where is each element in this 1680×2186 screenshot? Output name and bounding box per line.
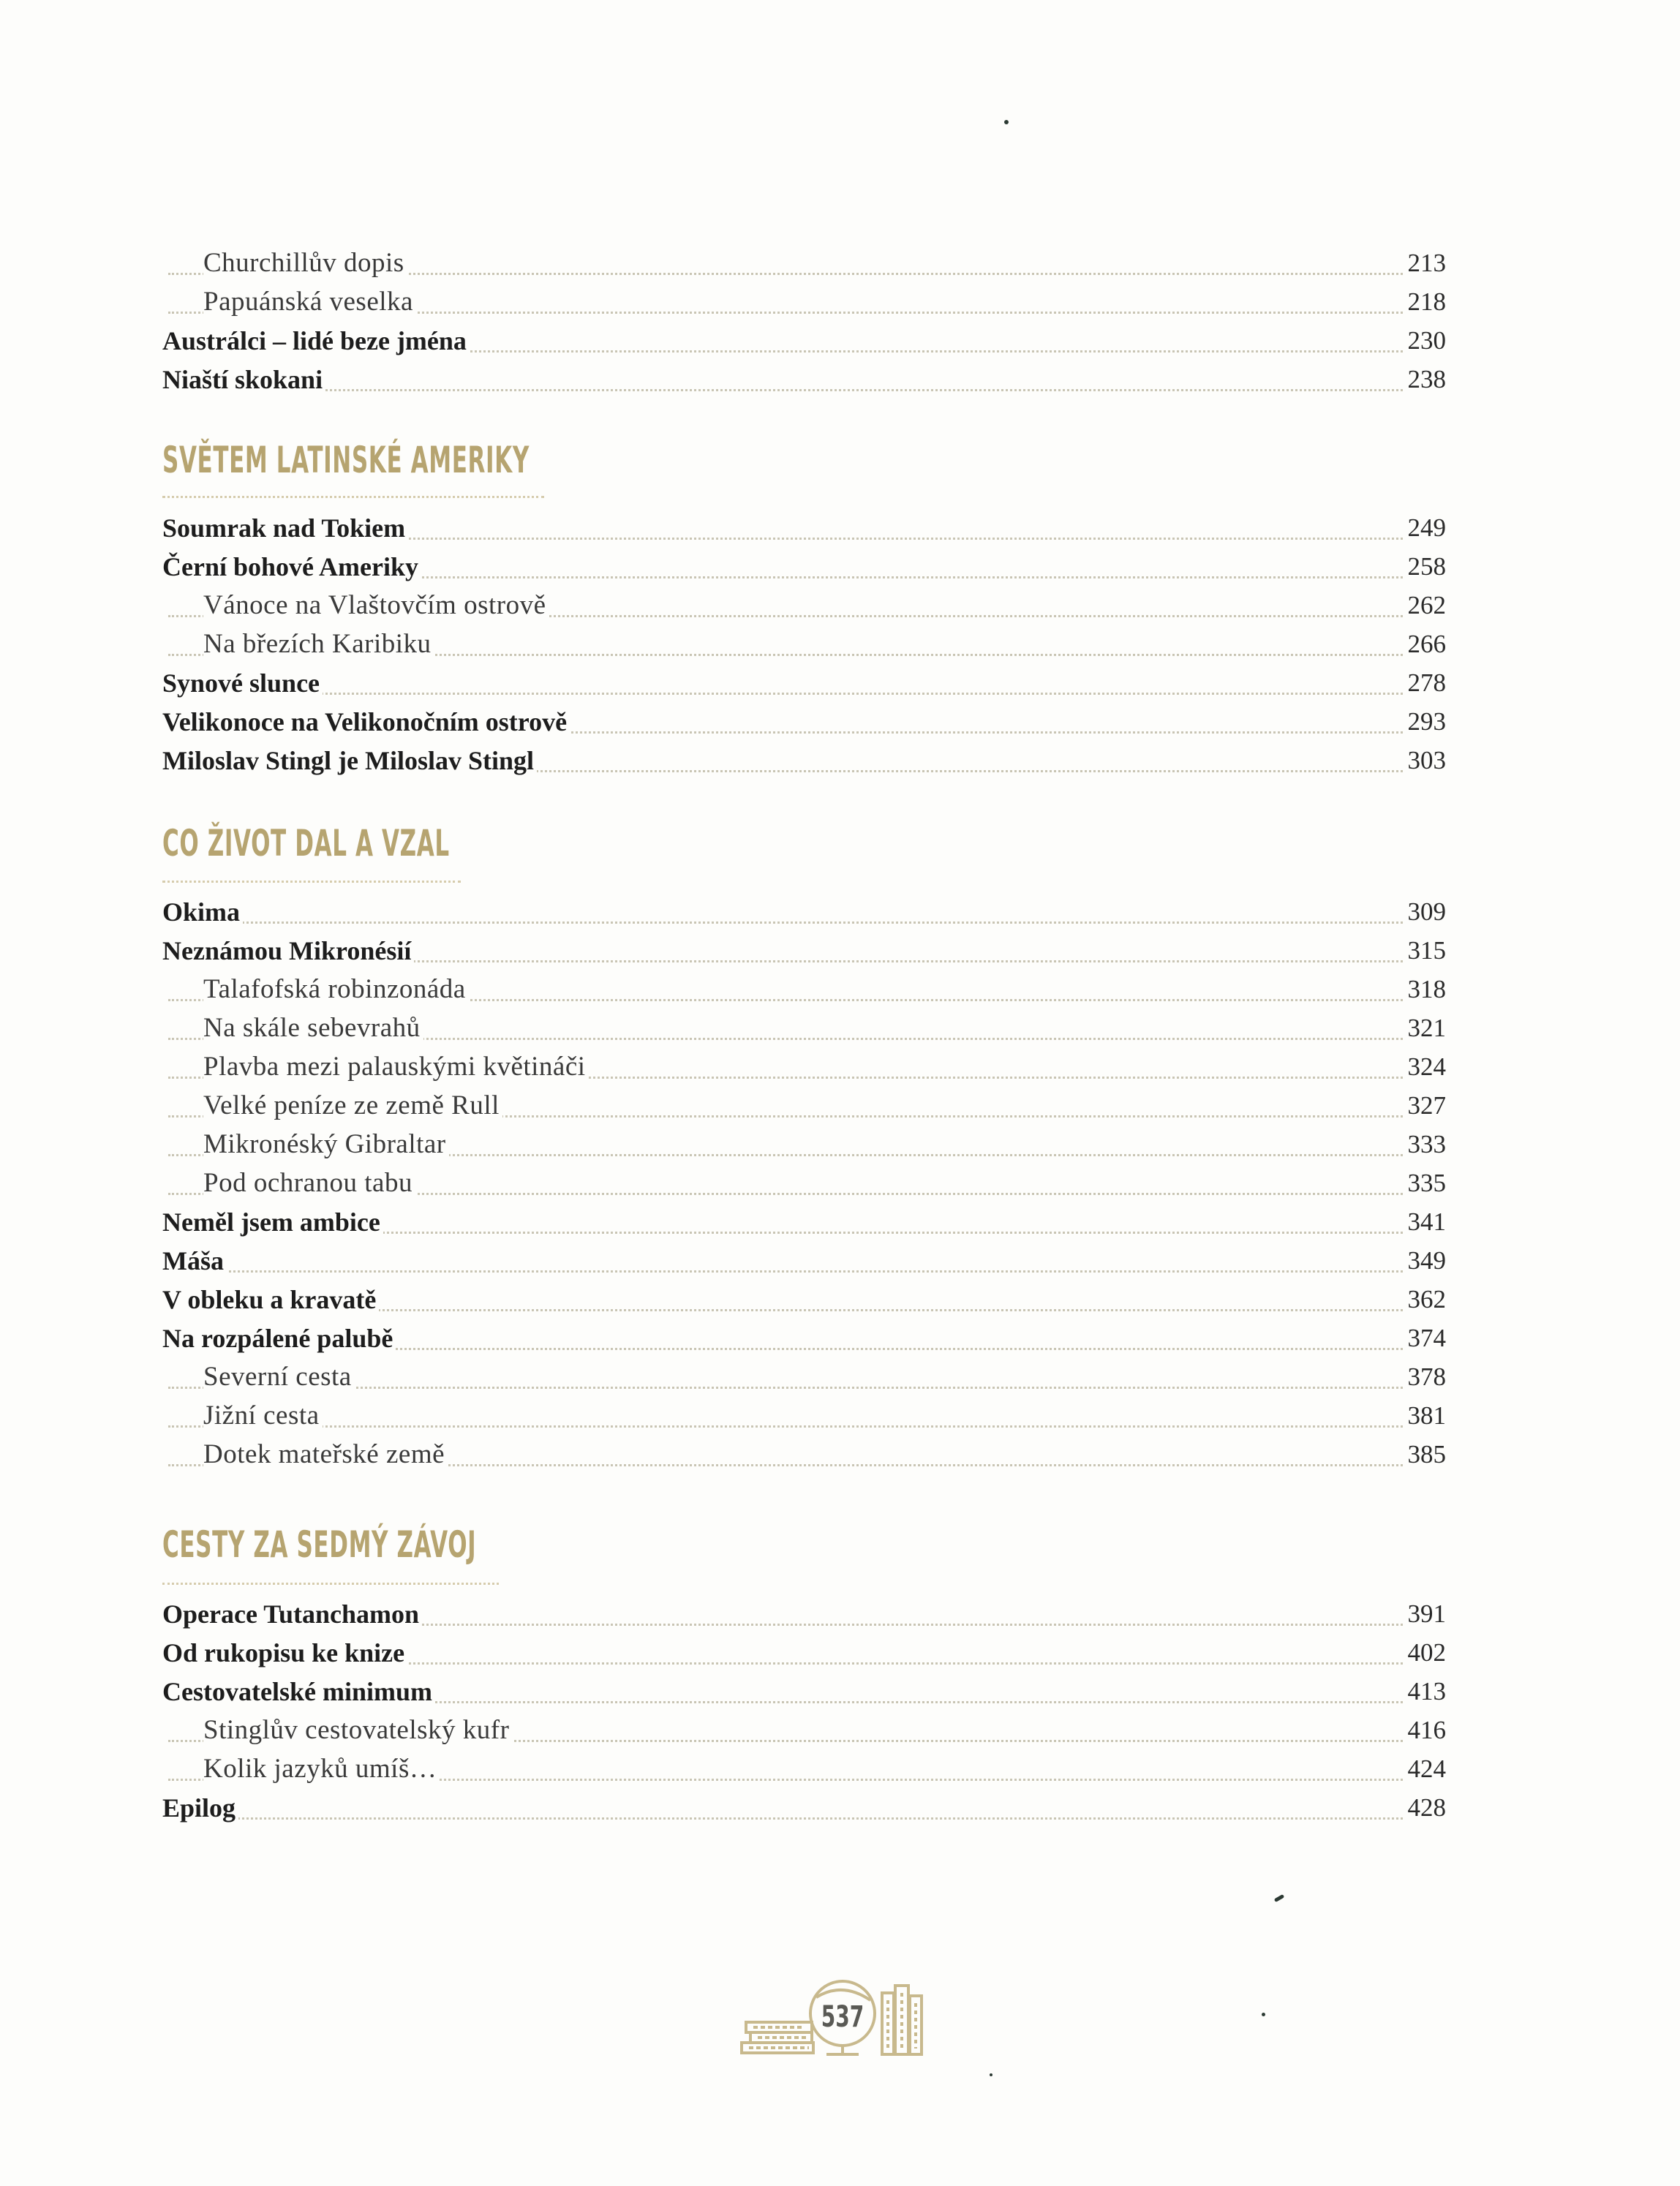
page-number: 537 — [821, 2000, 865, 2034]
toc-entry-page: 266 — [1405, 628, 1447, 660]
toc-entry-page: 385 — [1405, 1439, 1447, 1471]
toc-entry-page: 333 — [1405, 1128, 1447, 1161]
toc-entry-page: 293 — [1405, 706, 1447, 738]
toc-entry-title: Niaští skokani — [162, 363, 325, 396]
toc-entry-title: Synové slunce — [162, 667, 323, 699]
scan-speck — [1004, 120, 1009, 124]
scan-speck — [990, 2073, 992, 2076]
toc-entry-page: 424 — [1405, 1753, 1447, 1785]
section-divider — [162, 496, 544, 498]
toc-entry-title: Talafofská robinzonáda — [203, 973, 469, 1006]
toc-entry-page: 362 — [1405, 1284, 1447, 1316]
toc-entry-page: 321 — [1405, 1012, 1447, 1044]
toc-entry — [0, 1597, 1680, 1635]
toc-entry-title: Papuánská veselka — [203, 286, 416, 318]
toc-entry — [0, 549, 1680, 587]
toc-entry-title: Severní cesta — [203, 1361, 355, 1393]
toc-entry — [0, 1243, 1680, 1281]
toc-entry — [0, 894, 1680, 932]
toc-entry-page: 218 — [1405, 286, 1447, 318]
toc-entry — [0, 1166, 1680, 1204]
toc-entry — [0, 1011, 1680, 1049]
toc-entry-page: 262 — [1405, 589, 1447, 622]
toc-entry — [0, 1674, 1680, 1712]
toc-entry — [0, 1398, 1680, 1436]
toc-entry-page: 249 — [1405, 512, 1447, 544]
toc-entry-page: 324 — [1405, 1051, 1447, 1083]
toc-entry-title: Mikronéský Gibraltar — [203, 1128, 449, 1161]
toc-entry-title: Miloslav Stingl je Miloslav Stingl — [162, 745, 537, 777]
toc-entry — [0, 666, 1680, 704]
toc-entry-page: 381 — [1405, 1400, 1447, 1432]
section-heading: CESTY ZA SEDMÝ ZÁVOJ — [162, 1523, 477, 1566]
toc-entry-title: Neznámou Mikronésií — [162, 935, 414, 967]
toc-entry-page: 309 — [1405, 896, 1447, 928]
toc-entry-page: 413 — [1405, 1676, 1447, 1708]
toc-entry-page: 341 — [1405, 1206, 1447, 1238]
toc-entry-page: 213 — [1405, 247, 1447, 279]
toc-entry-title: Stinglův cestovatelský kufr — [203, 1714, 512, 1746]
section-heading: SVĚTEM LATINSKÉ AMERIKY — [162, 439, 530, 481]
toc-entry — [0, 1049, 1680, 1088]
toc-entry — [0, 246, 1680, 284]
toc-entry-title: Černí bohové Ameriky — [162, 551, 421, 583]
toc-entry-title: Velké peníze ze země Rull — [203, 1090, 502, 1122]
toc-entry-title: Operace Tutanchamon — [162, 1598, 422, 1630]
toc-entry-page: 327 — [1405, 1090, 1447, 1122]
toc-entry-page: 349 — [1405, 1245, 1447, 1277]
toc-entry — [0, 1713, 1680, 1751]
toc-entry-page: 416 — [1405, 1714, 1447, 1746]
scan-speck — [1262, 2013, 1265, 2016]
toc-entry — [0, 627, 1680, 665]
toc-entry-page: 230 — [1405, 325, 1447, 357]
toc-entry-page: 315 — [1405, 935, 1447, 967]
toc-entry — [0, 1205, 1680, 1243]
toc-entry-title: Plavba mezi palauskými květináči — [203, 1051, 589, 1083]
toc-entry — [0, 1088, 1680, 1126]
toc-entry — [0, 1282, 1680, 1320]
toc-entry-page: 278 — [1405, 667, 1447, 699]
toc-entry — [0, 362, 1680, 400]
toc-entry-title: Churchillův dopis — [203, 247, 407, 279]
toc-entry — [0, 588, 1680, 626]
toc-entry — [0, 323, 1680, 361]
toc-entry-title: Soumrak nad Tokiem — [162, 512, 408, 544]
toc-entry-page: 402 — [1405, 1637, 1447, 1669]
toc-entry-page: 318 — [1405, 973, 1447, 1006]
toc-entry-title: Od rukopisu ke knize — [162, 1637, 407, 1669]
toc-entry-page: 391 — [1405, 1598, 1447, 1630]
toc-entry — [0, 1127, 1680, 1165]
toc-entry-page: 258 — [1405, 551, 1447, 583]
toc-entry — [0, 972, 1680, 1010]
toc-entry-title: Máša — [162, 1245, 227, 1277]
toc-entry-title: Dotek mateřské země — [203, 1439, 448, 1471]
toc-entry-title: Velikonoce na Velikonočním ostrově — [162, 706, 570, 738]
scan-speck — [1274, 1894, 1285, 1902]
toc-entry — [0, 1790, 1680, 1828]
toc-entry — [0, 743, 1680, 781]
toc-entry-title: Na skále sebevrahů — [203, 1012, 423, 1044]
toc-entry-page: 303 — [1405, 745, 1447, 777]
section-heading: CO ŽIVOT DAL A VZAL — [162, 822, 450, 864]
toc-entry — [0, 510, 1680, 549]
toc-entry-title: Okima — [162, 896, 243, 928]
toc-entry — [0, 1321, 1680, 1359]
toc-entry — [0, 1752, 1680, 1790]
toc-entry-title: Epilog — [162, 1792, 238, 1824]
toc-entry-title: Kolik jazyků umíš… — [203, 1753, 440, 1785]
section-divider — [162, 881, 461, 883]
toc-entry-page: 378 — [1405, 1361, 1447, 1393]
toc-entry-page: 374 — [1405, 1322, 1447, 1354]
toc-entry-title: Vánoce na Vlaštovčím ostrově — [203, 589, 549, 622]
toc-entry — [0, 933, 1680, 971]
toc-entry-title: Cestovatelské minimum — [162, 1676, 435, 1708]
toc-entry-title: Neměl jsem ambice — [162, 1206, 383, 1238]
toc-entry-title: Austrálci – lidé beze jména — [162, 325, 470, 357]
toc-entry-title: Jižní cesta — [203, 1400, 323, 1432]
toc-entry-title: Na rozpálené palubě — [162, 1322, 396, 1354]
toc-entry — [0, 284, 1680, 323]
toc-entry — [0, 1635, 1680, 1673]
toc-entry-title: V obleku a kravatě — [162, 1284, 379, 1316]
toc-entry — [0, 1437, 1680, 1475]
toc-entry-page: 238 — [1405, 363, 1447, 396]
toc-entry-page: 428 — [1405, 1792, 1447, 1824]
toc-entry — [0, 1360, 1680, 1398]
toc-entry-page: 335 — [1405, 1167, 1447, 1199]
toc-entry-title: Na březích Karibiku — [203, 628, 434, 660]
toc-entry — [0, 704, 1680, 742]
toc-entry-title: Pod ochranou tabu — [203, 1167, 415, 1199]
page-folio — [731, 1978, 951, 2059]
section-divider — [162, 1583, 499, 1585]
